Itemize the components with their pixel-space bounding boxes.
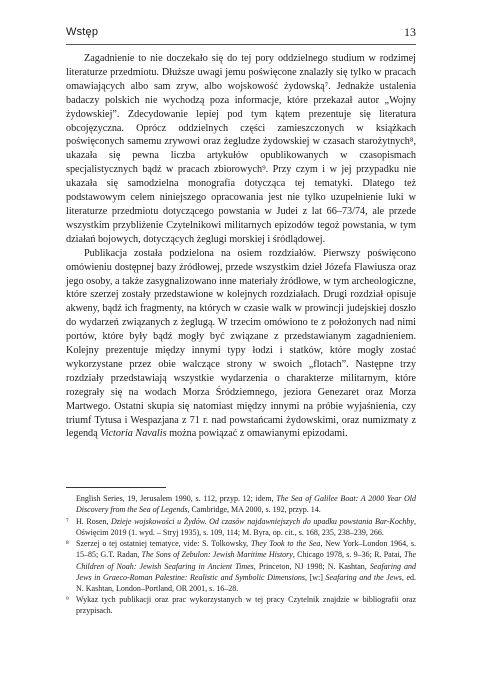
footnote-title: Dzieje wojskowości u Żydów. Od czasów najdawniejszych do upadku powstania Bar-Kochby xyxy=(111,516,414,526)
footnote-text: English Series, 19, Jerusalem 1990, s. 112, przyp. 12; idem, xyxy=(76,494,277,503)
paragraph-text: Publikacja została podzielona na osiem rozdziałów. Pierwszy poświęcono omówieniu dostępnej bazy źródłowej, przede wszystkim dzieł Józefa Flawiusza oraz jego osoby, a także zasygnalizowano inne materiały źródłowe, w tym archeologiczne, które szerzej zostały przedstawione w kolejnych rozdziałach. Drugi rozdział opisuje akweny, bądź ich fragmenty, na których w czasie walk w prowincji judejskiej doszło do wydarzeń związanych z żeglugą. W trzecim omówiono te z położonych nad nimi portów, które były bądź mogły być związane z przedstawianym zagadnieniem. Kolejny prezentuje między innymi typy łodzi i statków, które mogły zostać wykorzystane przez obie walczące strony w swoich „flotach”. Następne trzy rozdziały przedstawiają wszystkie wydarzenia o charakterze militarnym, które rozegrały się na wodach Morza Śródziemnego, jeziora Genezaret oraz Morza Martwego. Ostatni skupia się natomiast między innymi na próbie wyjaśnienia, czy triumf Tytusa i Wespazjana z 71 r. nad powstańcami żydowskimi, oraz numizmaty z legendą xyxy=(66,247,416,440)
paragraph: Zagadnienie to nie doczekało się do tej pory oddzielnego studium w rodzimej literaturze przedmiotu. Dłuższe uwagi jemu poświęcone znalazły się tylko w pracach omawiających albo sam zryw, albo wojskowość żydowską⁷. Jednakże ustalenia badaczy polskich nie wychodzą poza informacje, które przekazał autor „Wojny żydowskiej”. Zdecydowanie lepiej pod tym kątem prezentuje się literatura obcojęzyczna. Oprócz oddzielnych części zamieszczonych w książkach poświęconych samemu zrywowi oraz żegludze żydowskiej w czasach starożytnych⁸, ukazała się pewna liczba artykułów opublikowanych w czasopismach specjalistycznych bądź w pracach zbiorowych⁹. Przy czym i w jej przypadku nie ukazała się samodzielna monografia dotycząca tej tematyki. Dlatego też podstawowym celem niniejszego opracowania jest nie tylko uzupełnienie luki w literaturze przedmiotu dotyczącego powstania w Judei z lat 66–73/74, ale przede wszystkim przybliżenie Czytelnikowi militarnych epizodów tegoż powstania, w tym działań bojowych, dotyczących żeglugi morskiej i śródlądowej. xyxy=(66,53,416,245)
italic-legend: Victoria Navalis xyxy=(100,428,167,440)
footnote-text: , Princeton, NJ 1998; N. Kashtan, xyxy=(253,561,370,571)
footnote-title: They Took to the Sea xyxy=(250,539,321,549)
footnote-title: The Sons of Zebulon: Jewish Maritime History xyxy=(141,550,293,560)
footnote-text: , New York–London 1964, s. 15–85; G.T. Radan, xyxy=(76,539,416,560)
footnote-mark: ⁹ xyxy=(66,595,69,605)
footnote-continued xyxy=(66,493,416,515)
footnote-text: , Oświęcim 2019 (1. wyd. – Stryj 1935), s. 109, 114; M. Byra, op. cit., s. 168, 235, 238–239, 266. xyxy=(76,516,416,537)
running-head: Wstęp xyxy=(66,26,99,38)
footnote xyxy=(66,516,416,538)
footnote-title: Seafaring and Jews in Graeco-Roman Palestine: Realistic and Symbolic Dimensions xyxy=(76,561,417,582)
header-divider xyxy=(66,44,416,45)
footnote-text: , Chicago 1978, s. 9–36; R. Patai, xyxy=(292,550,404,560)
footnotes xyxy=(66,493,416,617)
footnote-mark: ⁷ xyxy=(66,516,69,526)
footnote-text: H. Rosen, xyxy=(76,516,112,526)
footnote-text: , Cambridge, MA 2000, s. 192, przyp. 14. xyxy=(187,505,321,515)
footnote-title: The Children of Noah: Jewish Seafaring in Ancient Times xyxy=(76,550,416,571)
footnote-title: Seafaring and the Jews xyxy=(325,572,402,582)
footnote xyxy=(66,594,416,616)
footnote-title: The Sea of Galilee Boat: A 2000 Year Old Discovery from the Sea of Legends xyxy=(76,494,417,515)
footnote-text: , ed. N. Kashtan, London–Portland, OR 2001, s. 16–28. xyxy=(76,572,417,593)
footnote-text: , [w:] xyxy=(304,572,326,582)
paragraph xyxy=(66,247,416,442)
page-number: 13 xyxy=(404,25,416,39)
main-text xyxy=(66,52,416,441)
footnote-text: Wykaz tych publikacji oraz prac wykorzystanych w tej pracy Czytelnik znajdzie w bibliografii oraz przypisach. xyxy=(76,595,416,616)
page-header xyxy=(66,26,416,46)
footnote-mark: ⁸ xyxy=(66,539,69,549)
footnote-divider xyxy=(66,487,166,488)
paragraph-text: można powiązać z omawianymi epizodami. xyxy=(169,428,348,440)
footnote-text: Szerzej o tej ostatniej tematyce, vide: S. Tolkowsky, xyxy=(76,539,251,549)
footnote xyxy=(66,538,416,593)
